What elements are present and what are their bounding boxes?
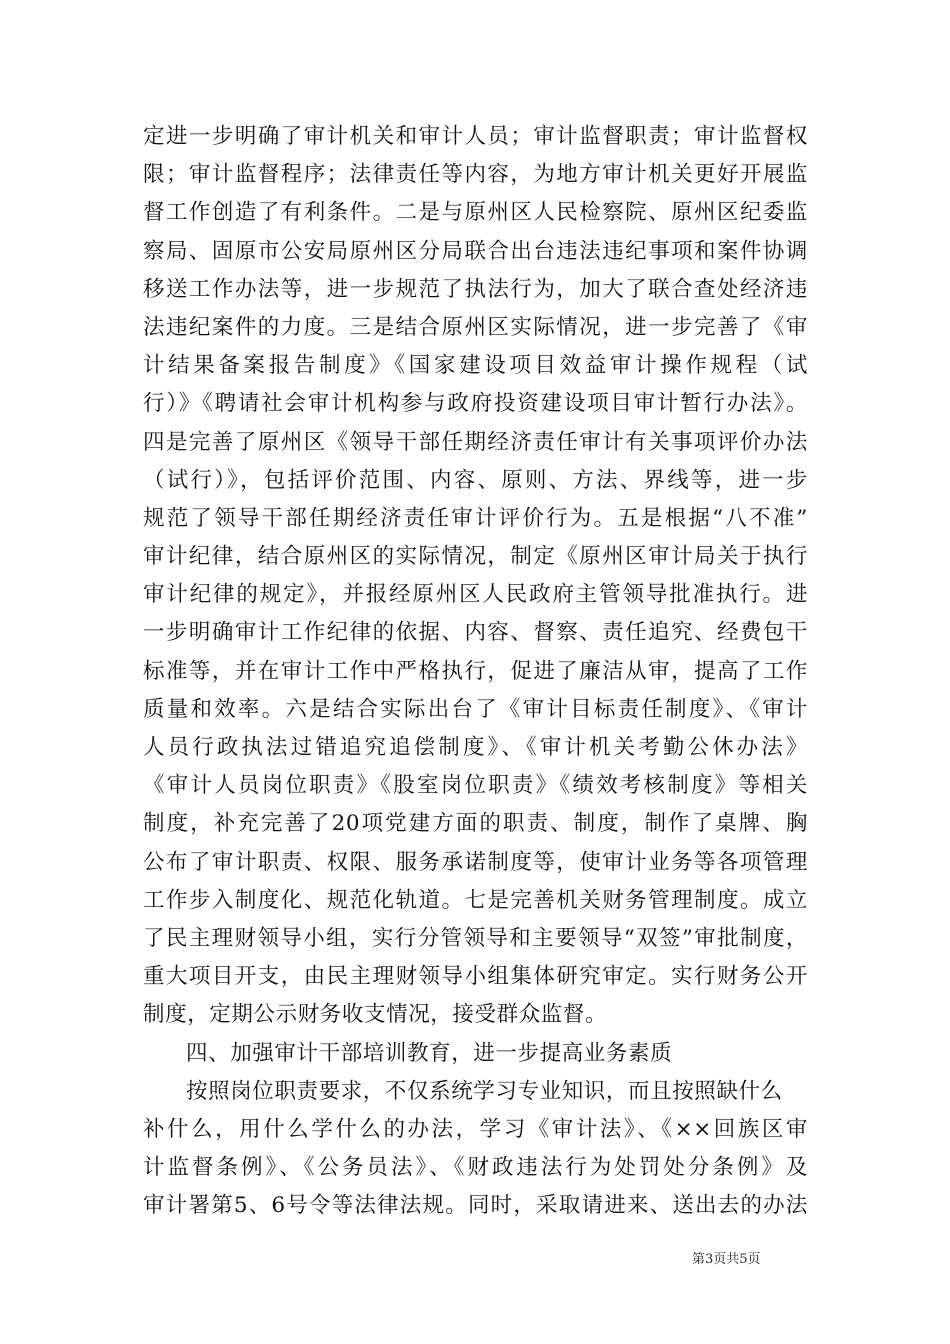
text-line: 审计纪律的规定》，并报经原州区人民政府主管领导批准执行。进 [143, 582, 808, 608]
text-line: 察局、固原市公安局原州区分局联合出台违法违纪事项和案件协调 [143, 238, 808, 264]
text-line: 一步明确审计工作纪律的依据、内容、督察、责任追究、经费包干 [143, 620, 808, 646]
page-number: 第3页共5页 [692, 1252, 761, 1267]
text-line: 移送工作办法等，进一步规范了执法行为，加大了联合查处经济违 [143, 276, 808, 302]
text-line: 限；审计监督程序；法律责任等内容，为地方审计机关更好开展监 [143, 162, 808, 188]
paragraph-first-line: 按照岗位职责要求，不仅系统学习专业知识，而且按照缺什么 [186, 1078, 783, 1104]
text-line: 审计纪律，结合原州区的实际情况，制定《原州区审计局关于执行 [143, 544, 808, 570]
text-line: 标准等，并在审计工作中严格执行，促进了廉洁从审，提高了工作 [143, 658, 808, 684]
text-line: 了民主理财领导小组，实行分管领导和主要领导“双签”审批制度， [143, 925, 808, 951]
text-line: 督工作创造了有利条件。二是与原州区人民检察院、原州区纪委监 [143, 200, 808, 226]
text-line: 公布了审计职责、权限、服务承诺制度等，使审计业务等各项管理 [143, 849, 808, 875]
text-line: 制度，补充完善了20项党建方面的职责、制度，制作了桌牌、胸 [143, 811, 808, 837]
text-line: 工作步入制度化、规范化轨道。七是完善机关财务管理制度。成立 [143, 887, 808, 913]
text-line: 法违纪案件的力度。三是结合原州区实际情况，进一步完善了《审 [143, 314, 808, 340]
text-line: 《审计人员岗位职责》《股室岗位职责》《绩效考核制度》等相关 [143, 773, 808, 799]
section-heading: 四、加强审计干部培训教育，进一步提高业务素质 [186, 1040, 673, 1066]
paragraph-last-line: 制度，定期公示财务收支情况，接受群众监督。 [143, 1002, 608, 1028]
text-line: 定进一步明确了审计机关和审计人员；审计监督职责；审计监督权 [143, 124, 808, 149]
text-line: 计结果备案报告制度》《国家建设项目效益审计操作规程（试 [143, 353, 808, 379]
text-line: 补什么，用什么学什么的办法，学习《审计法》、《××回族区审 [143, 1116, 808, 1142]
text-line: 人员行政执法过错追究追偿制度》、《审计机关考勤公休办法》 [143, 735, 808, 760]
document-body [143, 118, 808, 1225]
text-line: （试行）》，包括评价范围、内容、原则、方法、界线等，进一步 [143, 467, 808, 493]
text-line: 审计署第5、6号令等法律法规。同时，采取请进来、送出去的办法 [143, 1193, 808, 1219]
text-line: 重大项目开支，由民主理财领导小组集体研究审定。实行财务公开 [143, 964, 808, 990]
text-line: 规范了领导干部任期经济责任审计评价行为。五是根据“八不准” [143, 505, 808, 531]
text-line: 计监督条例》、《公务员法》、《财政违法行为处罚处分条例》及 [143, 1155, 808, 1181]
text-line: 行）》《聘请社会审计机构参与政府投资建设项目审计暂行办法》。 [143, 391, 808, 417]
text-line: 四是完善了原州区《领导干部任期经济责任审计有关事项评价办法 [143, 429, 808, 455]
text-line: 质量和效率。六是结合实际出台了《审计目标责任制度》、《审计 [143, 696, 808, 722]
